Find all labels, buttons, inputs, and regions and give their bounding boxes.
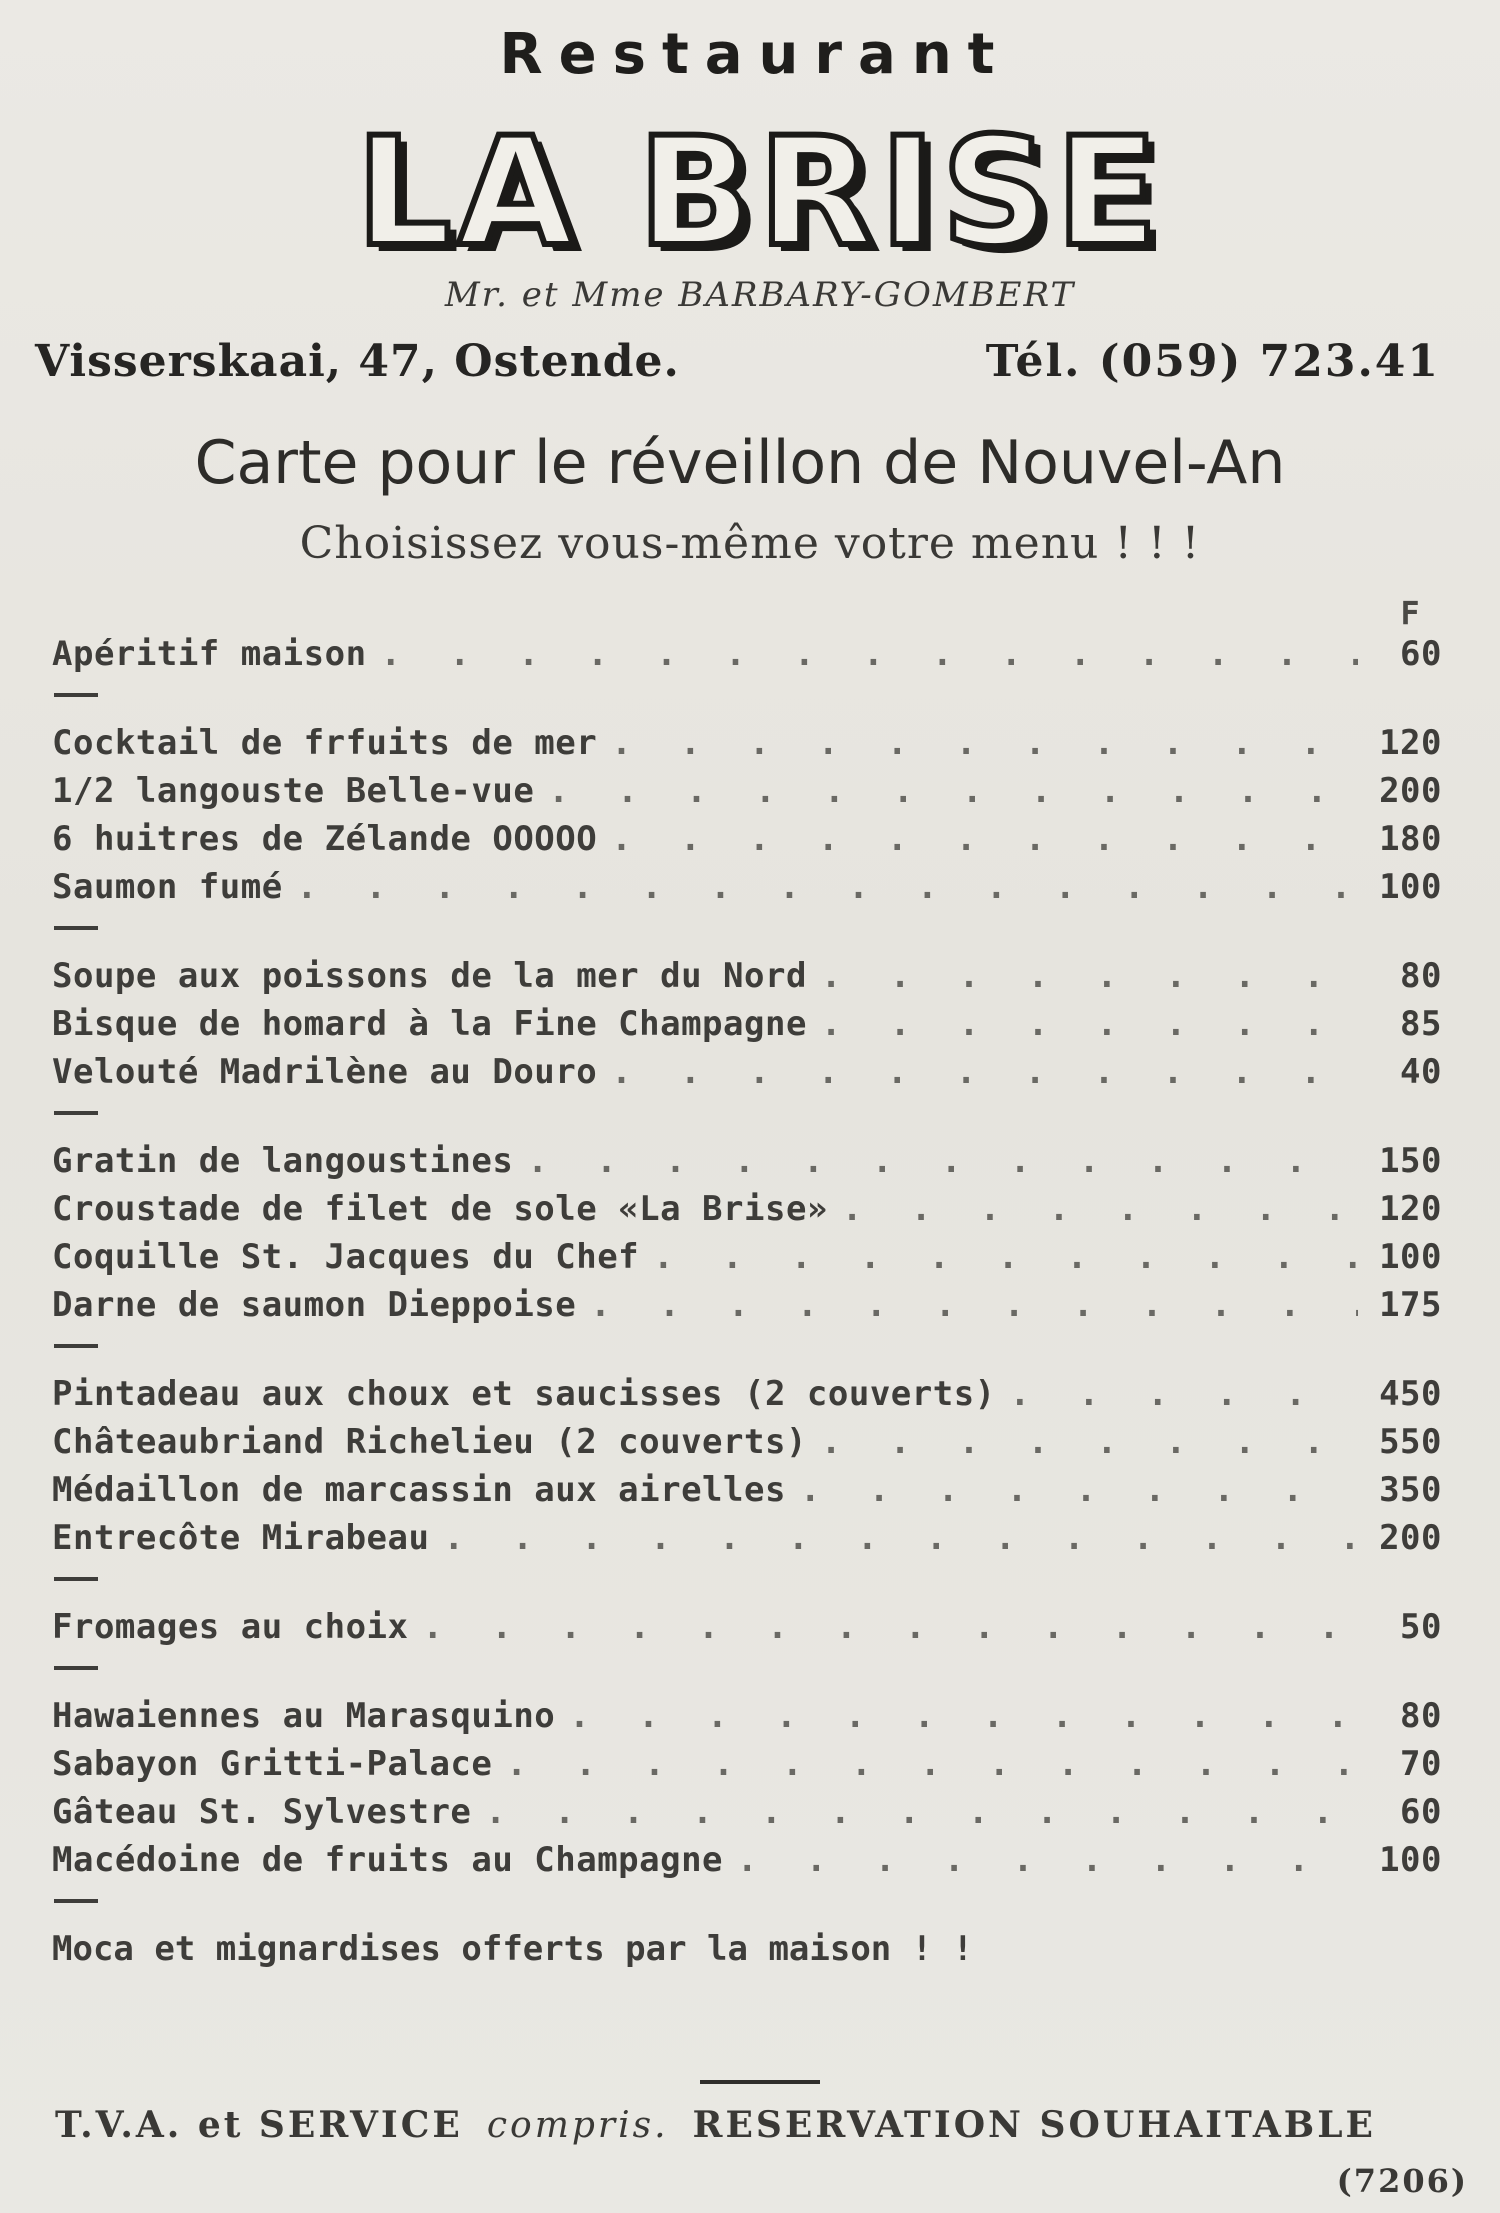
dot-leader <box>548 767 1358 815</box>
menu-item <box>52 1740 1442 1788</box>
menu-list <box>52 630 1442 1973</box>
menu-item <box>52 1514 1442 1562</box>
menu-item <box>52 719 1442 767</box>
dot-leader <box>506 1740 1358 1788</box>
menu-item-name: Apéritif maison <box>52 634 367 674</box>
menu-item <box>52 1418 1442 1466</box>
menu-subtitle: Choisissez vous-même votre menu ! ! ! <box>299 518 1201 569</box>
address: Visserskaai, 47, Ostende. <box>35 336 680 387</box>
dot-leader <box>821 1000 1358 1048</box>
section-divider-dash <box>54 1344 98 1348</box>
menu-item-price: 120 <box>1379 1189 1442 1229</box>
menu-item <box>52 1233 1442 1281</box>
menu-item-price: 450 <box>1379 1374 1442 1414</box>
menu-item-price: 200 <box>1379 1518 1442 1558</box>
menu-item <box>52 1836 1442 1884</box>
menu-item <box>52 815 1442 863</box>
divider-rule <box>700 2080 820 2084</box>
menu-item <box>52 1048 1442 1096</box>
menu-item-price: 80 <box>1400 956 1442 996</box>
dot-leader <box>653 1233 1358 1281</box>
menu-item-price: 180 <box>1379 819 1442 859</box>
menu-item <box>52 1788 1442 1836</box>
menu-item-name: Soupe aux poissons de la mer du Nord <box>52 956 807 996</box>
dot-leader <box>611 815 1358 863</box>
section-divider-dash <box>54 693 98 697</box>
menu-item <box>52 952 1442 1000</box>
dot-leader <box>381 630 1358 678</box>
menu-item <box>52 1137 1442 1185</box>
menu-item <box>52 863 1442 911</box>
menu-item-name: 6 huitres de Zélande OOOOO <box>52 819 598 859</box>
dot-leader <box>569 1692 1358 1740</box>
menu-item-name: Pintadeau aux choux et saucisses (2 couverts) <box>52 1374 996 1414</box>
closing-note: Moca et mignardises offerts par la maison ! ! <box>52 1929 974 1969</box>
dot-leader <box>611 719 1358 767</box>
menu-item <box>52 767 1442 815</box>
dot-leader <box>842 1185 1358 1233</box>
section-divider-dash <box>54 1111 98 1115</box>
menu-item-name: Fromages au choix <box>52 1607 409 1647</box>
section-divider-dash <box>54 1577 98 1581</box>
menu-item-price: 350 <box>1379 1470 1442 1510</box>
currency-header: F <box>1400 594 1420 632</box>
owners-line: Mr. et Mme BARBARY-GOMBERT <box>444 275 1076 315</box>
menu-item-name: Sabayon Gritti-Palace <box>52 1744 493 1784</box>
menu-item-price: 60 <box>1400 634 1442 674</box>
menu-section <box>52 952 1442 1096</box>
menu-item <box>52 1370 1442 1418</box>
menu-section <box>52 1603 1442 1651</box>
menu-item-name: Croustade de filet de sole «La Brise» <box>52 1189 828 1229</box>
dot-leader <box>485 1788 1358 1836</box>
menu-item-price: 150 <box>1379 1141 1442 1181</box>
menu-item-name: Gratin de langoustines <box>52 1141 514 1181</box>
menu-item-price: 550 <box>1379 1422 1442 1462</box>
menu-item-price: 100 <box>1379 1237 1442 1277</box>
dot-leader <box>527 1137 1358 1185</box>
menu-item <box>52 1185 1442 1233</box>
menu-item-name: Gâteau St. Sylvestre <box>52 1792 472 1832</box>
footer-reservation: RESERVATION SOUHAITABLE <box>692 2104 1376 2146</box>
menu-title: Carte pour le réveillon de Nouvel-An <box>194 428 1286 498</box>
menu-section <box>52 630 1442 678</box>
menu-item <box>52 1281 1442 1329</box>
menu-item-price: 120 <box>1379 723 1442 763</box>
menu-item-price: 100 <box>1379 867 1442 907</box>
restaurant-name-logo: LA BRISE <box>355 106 1165 280</box>
menu-item <box>52 630 1442 678</box>
menu-item <box>52 1692 1442 1740</box>
dot-leader <box>737 1836 1358 1884</box>
dot-leader <box>1010 1370 1358 1418</box>
menu-item-name: Médaillon de marcassin aux airelles <box>52 1470 786 1510</box>
menu-item-name: Bisque de homard à la Fine Champagne <box>52 1004 807 1044</box>
footer-tva: T.V.A. et SERVICE <box>55 2104 463 2146</box>
menu-item <box>52 1000 1442 1048</box>
menu-item-name: 1/2 langouste Belle-vue <box>52 771 535 811</box>
menu-section <box>52 1370 1442 1562</box>
restaurant-label: Restaurant <box>499 22 1011 87</box>
menu-item-price: 175 <box>1379 1285 1442 1325</box>
menu-item-name: Coquille St. Jacques du Chef <box>52 1237 640 1277</box>
menu-section <box>52 1137 1442 1329</box>
menu-item-price: 80 <box>1400 1696 1442 1736</box>
section-divider-dash <box>54 926 98 930</box>
menu-item-name: Macédoine de fruits au Champagne <box>52 1840 724 1880</box>
menu-item-name: Darne de saumon Dieppoise <box>52 1285 577 1325</box>
dot-leader <box>423 1603 1359 1651</box>
menu-item-price: 100 <box>1379 1840 1442 1880</box>
dot-leader <box>821 952 1358 1000</box>
menu-section <box>52 719 1442 911</box>
dot-leader <box>297 863 1358 911</box>
menu-item-price: 200 <box>1379 771 1442 811</box>
section-divider-dash <box>54 1666 98 1670</box>
dot-leader <box>611 1048 1358 1096</box>
menu-item <box>52 1603 1442 1651</box>
footer-compris: compris. <box>486 2105 669 2146</box>
menu-item <box>52 1466 1442 1514</box>
menu-item-price: 40 <box>1400 1052 1442 1092</box>
dot-leader <box>590 1281 1358 1329</box>
menu-item-name: Entrecôte Mirabeau <box>52 1518 430 1558</box>
menu-item-price: 60 <box>1400 1792 1442 1832</box>
print-code: (7206) <box>1336 2162 1468 2200</box>
menu-item-name: Saumon fumé <box>52 867 283 907</box>
phone-number: Tél. (059) 723.41 <box>985 336 1440 387</box>
footer-line <box>55 2104 1475 2146</box>
menu-item-price: 70 <box>1400 1744 1442 1784</box>
dot-leader <box>821 1418 1358 1466</box>
menu-item-name: Hawaiennes au Marasquino <box>52 1696 556 1736</box>
menu-item-price: 85 <box>1400 1004 1442 1044</box>
section-divider-dash <box>54 1899 98 1903</box>
dot-leader <box>443 1514 1358 1562</box>
menu-item-price: 50 <box>1400 1607 1442 1647</box>
menu-item-name: Châteaubriand Richelieu (2 couverts) <box>52 1422 807 1462</box>
menu-item-name: Velouté Madrilène au Douro <box>52 1052 598 1092</box>
menu-section <box>52 1692 1442 1884</box>
dot-leader <box>800 1466 1358 1514</box>
menu-item-name: Cocktail de frfuits de mer <box>52 723 598 763</box>
